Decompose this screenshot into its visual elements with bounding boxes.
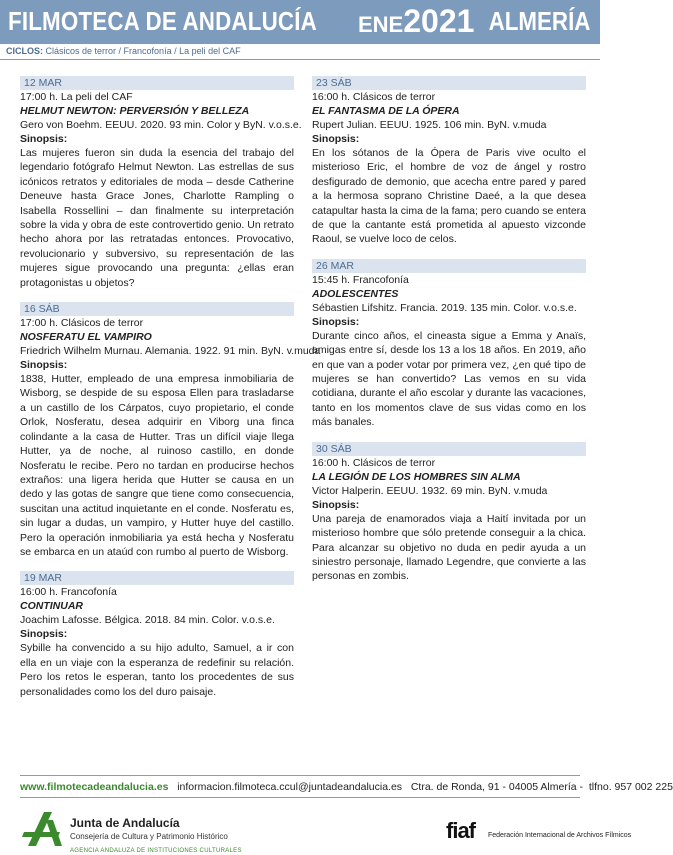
film-title: NOSFERATU EL VAMPIRO [20, 331, 152, 344]
screening-entry [312, 76, 586, 247]
header-month: ENE [358, 12, 404, 37]
screening-time: 17:00 h. Clásicos de terror [20, 317, 144, 330]
footer-contact: www.filmotecadeandalucia.es informacion.filmoteca.ccul@juntadeandalucia.es Ctra. de Ronda, 91 - 04005 Almería - tlfno. 957 002 225 [20, 781, 673, 793]
film-title: ADOLESCENTES [312, 287, 399, 300]
screening-time: 16:00 h. Francofonía [20, 586, 117, 599]
junta-consejeria: Consejería de Cultura y Patrimonio Histórico [70, 832, 228, 841]
ciclos-label: CICLOS: [6, 46, 43, 56]
screening-date: 19 MAR [20, 571, 294, 585]
screening-time: 16:00 h. Clásicos de terror [312, 456, 436, 469]
website-link[interactable]: www.filmotecadeandalucia.es [20, 781, 169, 793]
fiaf-name: Federación Internacional de Archivos Fílmicos [488, 832, 632, 839]
film-title: CONTINUAR [20, 600, 83, 613]
film-synopsis: Una pareja de enamorados viaja a Haití invitada por un misterioso hombre que sólo pretende conseguir a la chica. Para alcanzar su objetivo no duda en pedir ayuda a un siniestro personaje, llamado Legendre, que convierte a las personas en zombis. [312, 512, 586, 583]
email-link[interactable]: informacion.filmoteca.ccul@juntadeandalucia.es [177, 781, 403, 793]
junta-name: Junta de Andalucía [70, 816, 180, 830]
screening-entry [20, 302, 321, 559]
film-synopsis: 1838, Hutter, empleado de una empresa inmobiliaria de Wisborg, se despide de su esposa Ellen para trasladarse a un castillo de los Cárpatos, cuyo propietario, el conde Orlok, Nosferatu, desea adquirir en Viborg una finca colindante a la casa de Hutter. Tras un difícil viaje llega Hutter, ya de noche, al ruinoso castillo, en donde Nosferatu le recibe. Pero no tardan en producirse hechos extraños: una ligera herida que Hutter se causa en un dedo y las gotas de sangre que tiene como consecuencia, suscitan una actitud inquietante en el conde. Nosferatu es, sin lugar a dudas, un vampiro, y Hutter huye del castillo. Pero la operación inmobiliaria ya está hecha y Nosferatu se embarca en un ataúd con rumbo al puerto de Wisborg. [20, 373, 294, 558]
ciclos-line [6, 46, 241, 56]
footer-phone: tlfno. 957 002 225 [588, 781, 673, 793]
screening-time: 16:00 h. Clásicos de terror [312, 91, 436, 103]
sinopsis-label: Sinopsis: [312, 315, 360, 328]
film-synopsis: Durante cinco años, el cineasta sigue a Emma y Anaïs, amigas entre sí, desde los 13 a los 18 años. En 2019, año en que van a poder votar por primera vez, ¿en qué tipo de mujeres se han convertido? Las vemos en su vida cotidiana, durante el año escolar y durante las vacaciones, tanto en los momentos clave de sus vidas como en los más banales. [312, 329, 586, 429]
film-title: LA LEGIÓN DE LOS HOMBRES SIN ALMA [312, 470, 521, 483]
sinopsis-label: Sinopsis: [312, 498, 360, 511]
screening-date: 26 MAR [312, 259, 586, 273]
screening-entry [20, 571, 294, 699]
screening-date: 23 SÁB [312, 76, 586, 90]
footer-divider-top [20, 775, 580, 776]
ciclos-divider [0, 59, 600, 60]
junta-text [70, 816, 228, 841]
screening-entry [312, 259, 586, 430]
screening-time: 15:45 h. Francofonía [312, 273, 409, 286]
film-synopsis: Sybille ha convencido a su hijo adulto, Samuel, a ir con ella en un viaje con la esperanza de redefinir su relación. Pero los retos le esperan, tanto los procedentes de sus personalidades como los del duro paisaje. [20, 642, 294, 698]
screening-date: 30 SÁB [312, 442, 586, 456]
film-credits: Rupert Julian. EEUU. 1925. 106 min. ByN. v.muda [312, 119, 547, 131]
footer-address: Ctra. de Ronda, 91 - 04005 Almería [410, 781, 577, 793]
film-title: EL FANTASMA DE LA ÓPERA [312, 105, 460, 117]
ciclos-list: Clásicos de terror / Francofonía / La peli del CAF [45, 46, 241, 56]
screening-entry [20, 76, 302, 290]
sinopsis-label: Sinopsis: [20, 359, 68, 372]
screening-entry [312, 442, 586, 584]
junta-agency: AGENCIA ANDALUZA DE INSTITUCIONES CULTURALES [70, 848, 242, 854]
film-synopsis: Las mujeres fueron sin duda la esencia del trabajo del legendario fotógrafo Helmut Newton. Las estrellas de sus icónicos retratos y editoriales de moda – desde Catherine Deneuve hasta Grace Jones, Charlotte Rampling o Isabella Rossellini – dan finalmente su interpretación sobre la vida y obra de este controvertido genio. Un retrato hecho ahora por las retratadas entonces. Provocativo, revolucionario y subversivo, su representación de las mujeres sigue provocando una pregunta: ¿ellas eran protagonistas u objetos? [20, 147, 294, 289]
junta-andalucia-logo-icon [22, 810, 62, 848]
film-title: HELMUT NEWTON: PERVERSIÓN Y BELLEZA [20, 105, 250, 117]
film-credits: Joachim Lafosse. Bélgica. 2018. 84 min. Color. v.o.s.e. [20, 614, 275, 627]
film-synopsis: En los sótanos de la Ópera de Paris vive oculto el misterioso Eric, el hombre de voz de ángel y rostro desfigurado de demonio, que acecha entre pared y pared a la hermosa soprano Christine Daeé, a la que desea catapultar hasta la cima de la fama; pero cuando se entera de que la cantante está prometida al apuesto vizconde Raoul, se vuelve loco de celos. [312, 147, 586, 246]
film-credits: Gero von Boehm. EEUU. 2020. 93 min. Color y ByN. v.o.s.e. [20, 119, 302, 131]
sinopsis-label: Sinopsis: [20, 628, 68, 641]
film-credits: Victor Halperin. EEUU. 1932. 69 min. ByN. v.muda [312, 484, 548, 497]
film-credits: Friedrich Wilhelm Murnau. Alemania. 1922. 91 min. ByN. v.muda [20, 345, 321, 358]
screening-time: 17:00 h. La peli del CAF [20, 91, 133, 103]
page-header [0, 0, 600, 44]
header-date [358, 3, 474, 40]
sinopsis-label: Sinopsis: [20, 133, 68, 145]
header-city: ALMERÍA [488, 6, 590, 36]
right-column [312, 76, 586, 596]
left-column [20, 76, 321, 711]
screening-date: 12 MAR [20, 76, 294, 90]
fiaf-logo: fiaf [446, 818, 475, 843]
sinopsis-label: Sinopsis: [312, 133, 360, 145]
footer-divider-bottom [20, 797, 580, 798]
film-credits: Sébastien Lifshitz. Francia. 2019. 135 min. Color. v.o.s.e. [312, 301, 577, 314]
screening-date: 16 SÁB [20, 302, 294, 316]
page-title: FILMOTECA DE ANDALUCÍA [8, 6, 317, 36]
header-year: 2021 [403, 3, 475, 39]
